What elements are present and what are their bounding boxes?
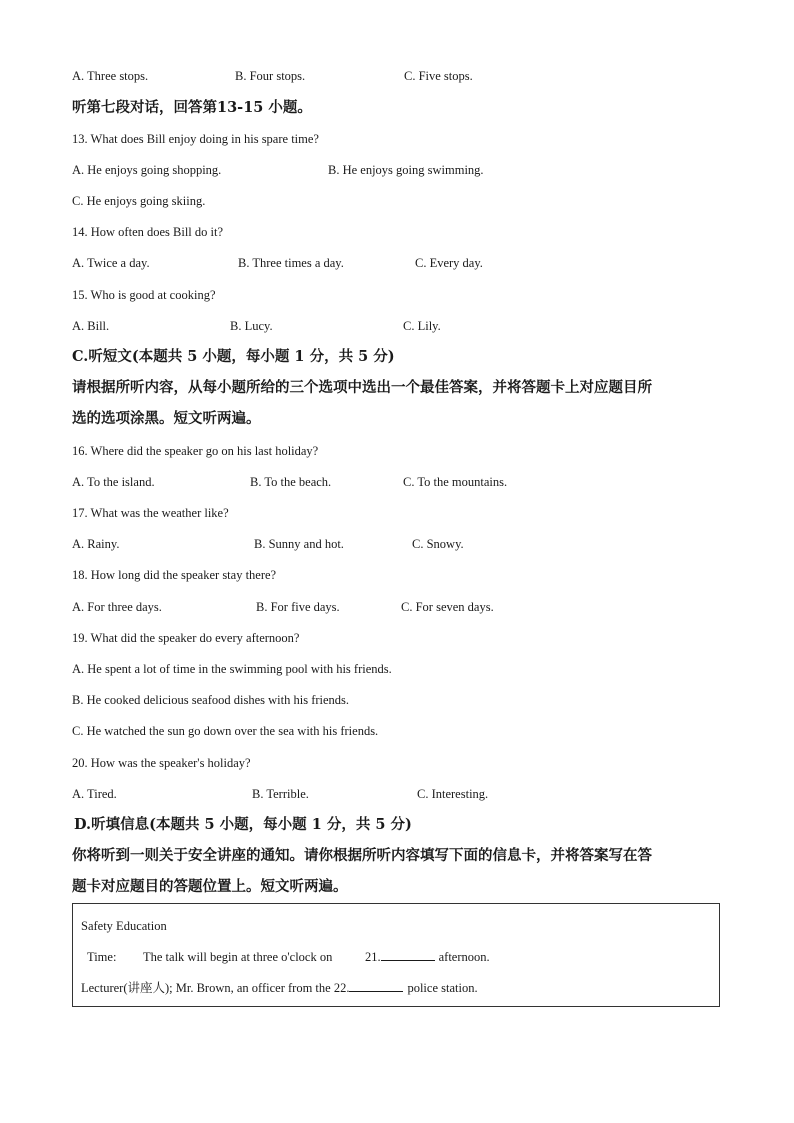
q13-question: 13. What does Bill enjoy doing in his spare time? <box>72 132 319 146</box>
q16-question: 16. Where did the speaker go on his last holiday? <box>72 444 319 458</box>
blank-21-number: 21. <box>365 950 381 964</box>
section-d-header: D.听填信息(本题共 5 小题，每小题 1 分，共 5 分) <box>74 816 412 833</box>
q15-option-b: B. Lucy. <box>230 319 273 333</box>
section7-header: 听第七段对话，回答第13-15 小题。 <box>72 99 312 116</box>
blank-21[interactable] <box>365 949 490 965</box>
section-c-header: C.听短文(本题共 5 小题，每小题 1 分，共 5 分) <box>72 348 395 365</box>
q15-question: 15. Who is good at cooking? <box>72 288 216 302</box>
info-card-lecturer-row <box>81 980 478 996</box>
section-d-instruction-2: 题卡对应题目的答题位置上。短文听两遍。 <box>72 878 348 895</box>
q14-option-a: A. Twice a day. <box>72 256 150 270</box>
info-card <box>72 903 720 1007</box>
q13-option-b: B. He enjoys going swimming. <box>328 163 484 177</box>
q12-option-c: C. Five stops. <box>404 69 473 83</box>
q20-option-c: C. Interesting. <box>417 787 489 801</box>
q16-option-c: C. To the mountains. <box>403 475 508 489</box>
lecturer-after: police station. <box>407 981 478 995</box>
q20-question: 20. How was the speaker's holiday? <box>72 756 251 770</box>
q13-option-a: A. He enjoys going shopping. <box>72 163 222 177</box>
q16-option-b: B. To the beach. <box>250 475 332 489</box>
time-text: The talk will begin at three o'clock on <box>143 950 333 964</box>
q20-option-a: A. Tired. <box>72 787 117 801</box>
q19-option-c: C. He watched the sun go down over the sea with his friends. <box>72 724 379 738</box>
q13-option-c: C. He enjoys going skiing. <box>72 194 206 208</box>
time-label: Time: <box>87 950 117 964</box>
lecturer-text: Lecturer(讲座人); Mr. Brown, an officer from the 22. <box>81 981 350 995</box>
q14-option-b: B. Three times a day. <box>238 256 344 270</box>
q17-question: 17. What was the weather like? <box>72 506 229 520</box>
q18-option-b: B. For five days. <box>256 600 340 614</box>
q15-option-a: A. Bill. <box>72 319 110 333</box>
q18-question: 18. How long did the speaker stay there? <box>72 568 277 582</box>
q19-question: 19. What did the speaker do every afternoon? <box>72 631 300 645</box>
q20-option-b: B. Terrible. <box>252 787 309 801</box>
q17-option-c: C. Snowy. <box>412 537 464 551</box>
q18-option-a: A. For three days. <box>72 600 162 614</box>
info-card-title: Safety Education <box>81 919 167 933</box>
q17-option-b: B. Sunny and hot. <box>254 537 344 551</box>
blank-21-line[interactable] <box>381 960 435 961</box>
q19-option-a: A. He spent a lot of time in the swimming pool with his friends. <box>72 662 392 676</box>
q14-option-c: C. Every day. <box>415 256 483 270</box>
section-d-instruction-1: 你将听到一则关于安全讲座的通知。请你根据所听内容填写下面的信息卡，并将答案写在答 <box>72 847 652 864</box>
q18-option-c: C. For seven days. <box>401 600 494 614</box>
q15-option-c: C. Lily. <box>403 319 441 333</box>
section-c-instruction-1: 请根据所听内容，从每小题所给的三个选项中选出一个最佳答案，并将答题卡上对应题目所 <box>72 379 652 396</box>
q16-option-a: A. To the island. <box>72 475 155 489</box>
time-after: afternoon. <box>438 950 490 964</box>
q17-option-a: A. Rainy. <box>72 537 120 551</box>
q12-option-a: A. Three stops. <box>72 69 149 83</box>
section-c-instruction-2: 选的选项涂黑。短文听两遍。 <box>72 410 261 427</box>
q14-question: 14. How often does Bill do it? <box>72 225 224 239</box>
blank-22-line[interactable] <box>349 991 403 992</box>
q12-option-b: B. Four stops. <box>235 69 306 83</box>
q19-option-b: B. He cooked delicious seafood dishes with his friends. <box>72 693 350 707</box>
